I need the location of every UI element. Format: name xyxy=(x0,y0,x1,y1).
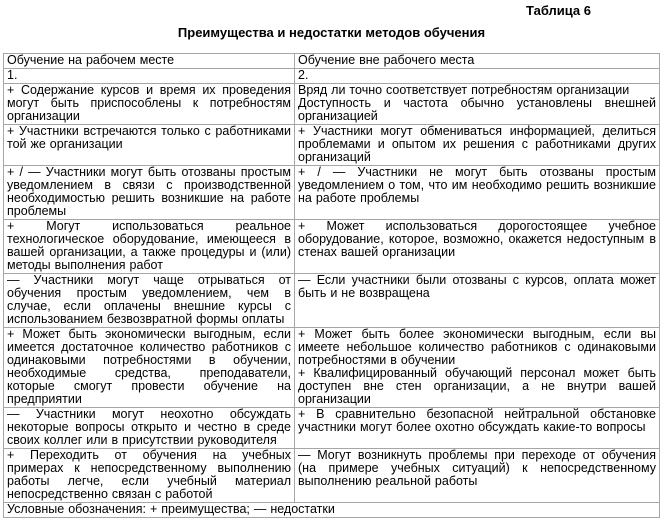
cell-paragraph: — Участники могут чаще отрываться от обучения простым уведомлением, чем в случае, если оплачены внешние курсы с использованием безвозвратной формы оплаты xyxy=(7,273,291,326)
cell-paragraph: + / — Участники не могут быть отозваны простым уведомлением о том, что им необходимо решить возникшие на работе проблемы xyxy=(298,165,656,205)
table-cell-left xyxy=(4,220,295,274)
table-row xyxy=(4,408,660,449)
table-row xyxy=(4,125,660,166)
table-cell-left xyxy=(4,166,295,220)
column-header-off-the-job: Обучение вне рабочего места xyxy=(295,54,660,69)
cell-paragraph: — Участники могут неохотно обсуждать некоторые вопросы открыто и честно в среде своих коллег или в присутствии руководителя xyxy=(7,407,291,447)
table-cell-right xyxy=(295,408,660,449)
table-cell-left xyxy=(4,408,295,449)
column-number-right: 2. xyxy=(295,69,660,84)
cell-paragraph: Вряд ли точно соответствует потребностям организации xyxy=(298,83,630,97)
cell-paragraph: + / — Участники могут быть отозваны простым уведомлением в связи с производственной необходимостью решить возникшие на работе проблемы xyxy=(7,165,291,218)
table-cell-left xyxy=(4,84,295,125)
cell-paragraph: — Если участники были отозваны с курсов, оплата может быть и не возвращена xyxy=(298,273,656,300)
cell-paragraph: + Содержание курсов и время их проведения могут быть приспособлены к потребностям организации xyxy=(7,83,291,123)
table-row xyxy=(4,328,660,408)
table-row xyxy=(4,84,660,125)
cell-paragraph: + Может использоваться дорогостоящее учебное оборудование, которое, возможно, окажется недоступным в стенах вашей организации xyxy=(298,219,656,259)
table-cell-right xyxy=(295,125,660,166)
table-row xyxy=(4,274,660,328)
legend-row xyxy=(4,503,660,518)
cell-paragraph: + Участники могут обмениваться информацией, делиться проблемами и опытом их решения с работниками других организаций xyxy=(298,124,656,164)
table-legend: Условные обозначения: + преимущества; — недостатки xyxy=(4,503,660,518)
table-row xyxy=(4,166,660,220)
table-cell-right xyxy=(295,166,660,220)
table-header-row xyxy=(4,54,660,69)
table-cell-left xyxy=(4,274,295,328)
table-cell-left xyxy=(4,449,295,503)
column-header-on-the-job: Обучение на рабочем месте xyxy=(4,54,295,69)
table-cell-right xyxy=(295,274,660,328)
training-methods-table xyxy=(3,53,660,518)
table-cell-right xyxy=(295,220,660,274)
table-row xyxy=(4,449,660,503)
column-number-row xyxy=(4,69,660,84)
table-cell-right xyxy=(295,84,660,125)
table-body xyxy=(4,84,660,503)
column-number-left: 1. xyxy=(4,69,295,84)
cell-paragraph: + В сравнительно безопасной нейтральной обстановке участники могут более охотно обсуждать какие-то вопросы xyxy=(298,407,656,434)
cell-paragraph: + Квалифицированный обучающий персонал может быть доступен вне стен организации, а не внутри вашей организации xyxy=(298,366,656,406)
cell-paragraph: + Переходить от обучения на учебных примерах к непосредственному выполнению работы легче, если учебный материал непосредственно связан с работой xyxy=(7,448,291,501)
cell-paragraph: Доступность и частота обычно установлены внешней организацией xyxy=(298,96,656,123)
table-cell-right xyxy=(295,449,660,503)
cell-paragraph: + Участники встречаются только с работниками той же организации xyxy=(7,124,291,151)
cell-paragraph: + Могут использоваться реальное технологическое оборудование, имеющееся в вашей организации, а также процедуры и (или) методы выполнения работ xyxy=(7,219,291,272)
table-cell-right xyxy=(295,328,660,408)
table-number-label: Таблица 6 xyxy=(525,3,591,18)
table-cell-left xyxy=(4,328,295,408)
cell-paragraph: + Может быть экономически выгодным, если имеется достаточное количество работников с одинаковыми потребностями в обучении, необходимые средства, преподаватели, которые смогут провести обучение на предприятии xyxy=(7,327,291,406)
cell-paragraph: — Могут возникнуть проблемы при переходе от обучения (на примере учебных ситуаций) к непосредственному выполнению реальной работы xyxy=(298,448,656,488)
table-cell-left xyxy=(4,125,295,166)
table-row xyxy=(4,220,660,274)
cell-paragraph: + Может быть более экономически выгодным, если вы имеете небольшое количество работников с одинаковыми потребностями в обучении xyxy=(298,327,656,367)
document-title: Преимущества и недостатки методов обучения xyxy=(177,25,486,40)
